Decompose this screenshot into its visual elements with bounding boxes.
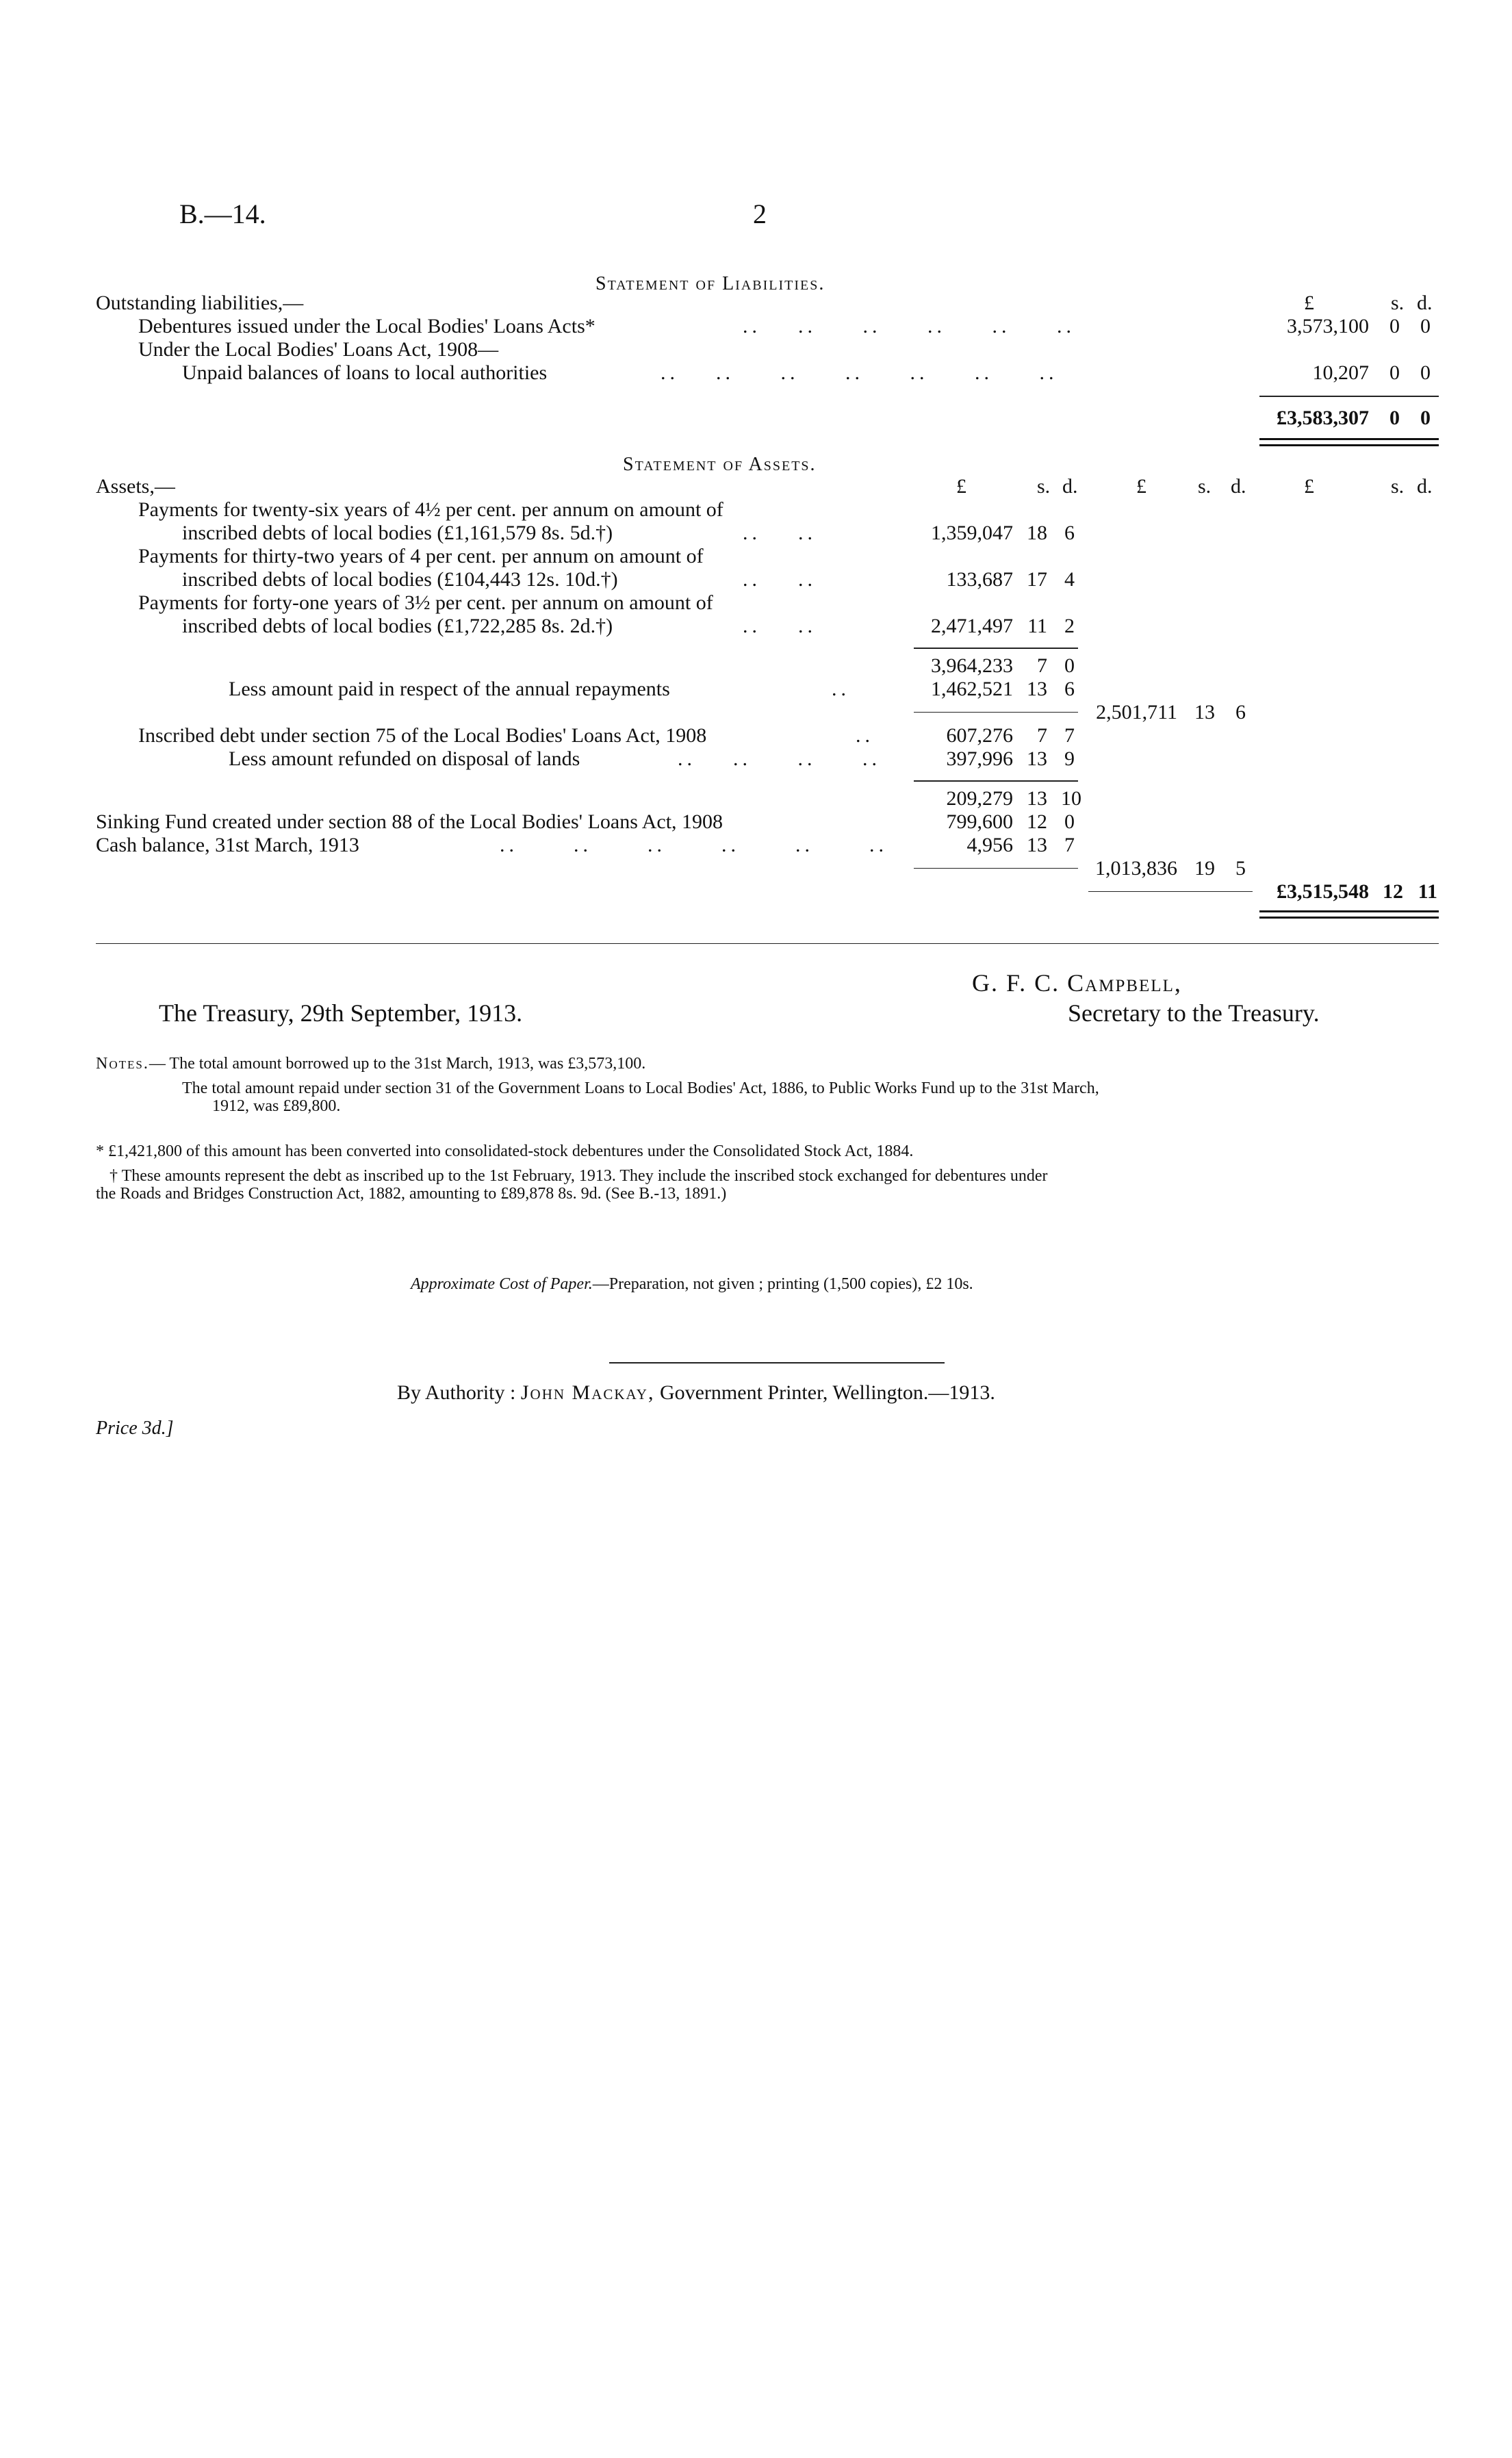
carry-rule (914, 868, 1078, 869)
subtotal-rule (914, 648, 1078, 649)
net-1-d: 6 (1235, 701, 1246, 724)
inscribed-debt-d: 7 (1064, 724, 1075, 747)
less-refunded-d: 9 (1064, 747, 1075, 770)
footnote-1: * £1,421,800 of this amount has been converted into consolidated-stock debentures under the Consolidated Stock Act, 1884. (96, 1142, 914, 1160)
notes-label: Notes. (96, 1055, 149, 1073)
footnote-2-line-1: † These amounts represent the debt as inscribed up to the 1st February, 1913. They include the inscribed stock exchanged for debentures under (110, 1167, 1048, 1185)
subtotal-2-s: 13 (1027, 787, 1047, 810)
sinking-fund-s: 12 (1027, 810, 1047, 833)
imprint (397, 1381, 995, 1405)
sinking-fund-label: Sinking Fund created under section 88 of the Local Bodies' Loans Act, 1908 (96, 810, 723, 833)
loans-act-label: Under the Local Bodies' Loans Act, 1908— (138, 338, 499, 361)
assets-col3-s: s. (1391, 475, 1405, 498)
subtotal-2-pounds: 209,279 (946, 787, 1013, 810)
payment-1-line-1: Payments for twenty-six years of 4½ per cent. per annum on amount of (138, 498, 723, 521)
total-double-rule (1259, 438, 1439, 446)
liabilities-heading: Outstanding liabilities,— (96, 292, 304, 314)
subtotal-rule (914, 780, 1078, 782)
leader-dots: .. .. .. .. .. .. (743, 315, 1075, 337)
cash-balance-label: Cash balance, 31st March, 1913 (96, 834, 359, 856)
assets-col2-s: s. (1198, 475, 1212, 498)
section-divider (96, 943, 1439, 944)
imprint-suffix: Government Printer, Wellington.—1913. (659, 1381, 995, 1404)
less-refunded-pounds: 397,996 (946, 747, 1013, 770)
payment-3-d: 2 (1064, 615, 1075, 637)
imprint-printer: John Mackay, (520, 1381, 655, 1404)
sinking-fund-d: 0 (1064, 810, 1075, 833)
liabilities-total-s: 0 (1389, 407, 1400, 429)
assets-col2-d: d. (1231, 475, 1246, 498)
leader-dots: .. .. (743, 615, 817, 637)
page-number: 2 (753, 199, 767, 229)
payment-1-s: 18 (1027, 522, 1047, 544)
cash-balance-pounds: 4,956 (966, 834, 1013, 856)
debentures-s: 0 (1389, 315, 1400, 337)
cost-text: —Preparation, not given ; printing (1,500 copies), £2 10s. (592, 1275, 973, 1293)
assets-col3-pound: £ (1304, 475, 1314, 498)
signatory-name: G. F. C. Campbell, (972, 969, 1182, 997)
payment-2-pounds: 133,687 (946, 568, 1013, 591)
less-refunded-s: 13 (1027, 747, 1047, 770)
assets-col3-d: d. (1417, 475, 1433, 498)
assets-col1-d: d. (1062, 475, 1078, 498)
assets-total-d: 11 (1418, 880, 1437, 903)
note-1: — The total amount borrowed up to the 31st March, 1913, was £3,573,100. (149, 1055, 646, 1073)
debentures-d: 0 (1420, 315, 1431, 337)
unpaid-balances-s: 0 (1389, 361, 1400, 384)
less-repayments-label: Less amount paid in respect of the annual repayments (229, 678, 670, 700)
imprint-prefix: By Authority : (397, 1381, 516, 1404)
leader-dots: .. .. (743, 568, 817, 591)
subtotal-1-pounds: 3,964,233 (931, 654, 1013, 677)
inscribed-debt-s: 7 (1037, 724, 1047, 747)
leader-dots: .. (856, 724, 874, 747)
leader-dots: .. .. .. .. .. .. (500, 834, 888, 856)
notes-block (96, 1054, 645, 1073)
liabilities-total-pounds: £3,583,307 (1277, 407, 1369, 429)
cash-balance-s: 13 (1027, 834, 1047, 856)
assets-heading: Assets,— (96, 475, 175, 498)
payment-2-line-1: Payments for thirty-two years of 4 per cent. per annum on amount of (138, 545, 704, 567)
assets-total-s: 12 (1383, 880, 1403, 903)
inscribed-debt-pounds: 607,276 (946, 724, 1013, 747)
assets-col1-pound: £ (956, 475, 966, 498)
payment-1-d: 6 (1064, 522, 1075, 544)
price: Price 3d.] (96, 1418, 174, 1439)
net-1-s: 13 (1194, 701, 1215, 724)
less-refunded-label: Less amount refunded on disposal of lands (229, 747, 580, 770)
leader-dots: .. .. .. .. (678, 747, 881, 770)
less-repayments-d: 6 (1064, 678, 1075, 700)
footnote-2-line-2: the Roads and Bridges Construction Act, 1882, amounting to £89,878 8s. 9d. (See B.-13, 1891.) (96, 1185, 727, 1203)
liabilities-col-d: d. (1417, 292, 1433, 314)
debentures-label: Debentures issued under the Local Bodies' Loans Acts* (138, 315, 595, 337)
assets-total-pounds: £3,515,548 (1277, 880, 1369, 903)
note-2-line-2: 1912, was £89,800. (212, 1097, 341, 1115)
cost-of-paper (411, 1275, 973, 1294)
signatory-title: Secretary to the Treasury. (1068, 999, 1320, 1027)
payment-3-pounds: 2,471,497 (931, 615, 1013, 637)
unpaid-balances-d: 0 (1420, 361, 1431, 384)
carry-rule (1088, 891, 1253, 892)
payment-2-d: 4 (1064, 568, 1075, 591)
payment-2-s: 17 (1027, 568, 1047, 591)
assets-col2-pound: £ (1136, 475, 1146, 498)
carry-rule (914, 712, 1078, 713)
less-repayments-pounds: 1,462,521 (931, 678, 1013, 700)
liabilities-col-pound: £ (1304, 292, 1314, 314)
subtotal-rule (1259, 396, 1439, 397)
leader-dots: .. (832, 678, 850, 700)
note-2-line-1: The total amount repaid under section 31 of the Government Loans to Local Bodies' Act, 1886, to Public Works Fund up to the 31st March, (182, 1079, 1099, 1097)
leader-dots: .. .. (743, 522, 817, 544)
liabilities-total-d: 0 (1420, 407, 1431, 429)
liabilities-col-s: s. (1391, 292, 1405, 314)
debentures-pounds: 3,573,100 (1287, 315, 1369, 337)
payment-2-line-2: inscribed debts of local bodies (£104,443 12s. 10d.†) (182, 568, 618, 591)
assets-col1-s: s. (1037, 475, 1051, 498)
inscribed-debt-label: Inscribed debt under section 75 of the Local Bodies' Loans Act, 1908 (138, 724, 707, 747)
less-repayments-s: 13 (1027, 678, 1047, 700)
payment-3-line-2: inscribed debts of local bodies (£1,722,285 8s. 2d.†) (182, 615, 613, 637)
subtotal-2-d: 10 (1061, 787, 1081, 810)
subtotal-1-d: 0 (1064, 654, 1075, 677)
cost-label: Approximate Cost of Paper. (411, 1275, 593, 1293)
unpaid-balances-pounds: 10,207 (1312, 361, 1369, 384)
leader-dots: .. .. .. .. .. .. .. (661, 361, 1058, 384)
payment-3-line-1: Payments for forty-one years of 3½ per cent. per annum on amount of (138, 591, 713, 614)
subtotal-1-s: 7 (1037, 654, 1047, 677)
document-reference: B.—14. (179, 199, 266, 229)
payment-1-line-2: inscribed debts of local bodies (£1,161,579 8s. 5d.†) (182, 522, 613, 544)
net-1-pounds: 2,501,711 (1096, 701, 1177, 724)
assets-title: Statement of Assets. (623, 454, 817, 475)
net-2-pounds: 1,013,836 (1095, 857, 1177, 880)
payment-3-s: 11 (1027, 615, 1047, 637)
unpaid-balances-label: Unpaid balances of loans to local authorities (182, 361, 548, 384)
place-and-date: The Treasury, 29th September, 1913. (159, 999, 523, 1027)
total-double-rule (1259, 910, 1439, 919)
net-2-s: 19 (1194, 857, 1215, 880)
sinking-fund-pounds: 799,600 (946, 810, 1013, 833)
imprint-rule (609, 1362, 945, 1364)
cash-balance-d: 7 (1064, 834, 1075, 856)
payment-1-pounds: 1,359,047 (931, 522, 1013, 544)
liabilities-title: Statement of Liabilities. (595, 273, 825, 294)
net-2-d: 5 (1235, 857, 1246, 880)
